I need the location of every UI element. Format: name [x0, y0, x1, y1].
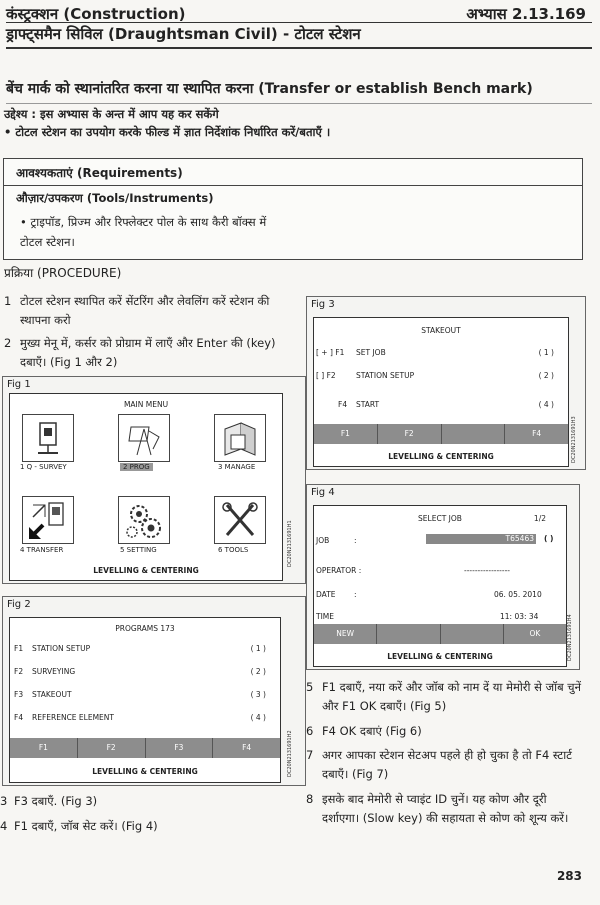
menu-key: [ + ] F1: [316, 348, 345, 357]
menu-key: F4: [14, 713, 24, 722]
menu-key: F3: [14, 690, 24, 699]
figure-caption: LEVELLING & CENTERING: [93, 566, 199, 575]
f3-key[interactable]: F3: [146, 738, 213, 758]
tools-item: • ट्राइपॉड, प्रिज्म और रिफ्लेक्टर पोल के साथ कैरी बॉक्स में टोटल स्टेशन।: [20, 215, 267, 249]
requirements-divider: [4, 185, 582, 186]
figure-code: DC20N2131691H4: [567, 614, 573, 661]
icon-label-selected: 2 PROG: [120, 463, 153, 471]
step-text: F4 OK दबाएं (Fig 6): [322, 724, 422, 738]
figure-caption: LEVELLING & CENTERING: [388, 452, 494, 461]
programs-screen: [9, 617, 281, 783]
figure-caption: LEVELLING & CENTERING: [92, 767, 198, 776]
menu-index: ( 3 ): [250, 690, 266, 699]
menu-item[interactable]: SURVEYING: [32, 667, 76, 676]
exercise-number: अभ्यास 2.13.169: [466, 5, 586, 23]
exercise-title: बेंच मार्क को स्थानांतरित करना या स्थापित करना (Transfer or establish Bench mark): [6, 81, 533, 97]
step-text: अगर आपका स्टेशन सेटअप पहले ही हो चुका है तो F4 स्टार्ट दबाएँ। (Fig 7): [322, 748, 572, 781]
function-key-bar: [314, 624, 566, 644]
menu-item[interactable]: START: [356, 400, 380, 409]
step-number: 5: [306, 680, 314, 694]
survey-icon[interactable]: [22, 414, 74, 462]
step-number: 7: [306, 748, 314, 762]
f4-key[interactable]: F4: [505, 424, 568, 444]
menu-index: ( 1 ): [250, 644, 266, 653]
manage-icon[interactable]: [214, 414, 266, 462]
blank-key: [442, 424, 505, 444]
figure-caption: LEVELLING & CENTERING: [387, 652, 493, 661]
screen-title: PROGRAMS 173: [115, 624, 175, 633]
f4-key[interactable]: F4: [213, 738, 280, 758]
menu-key: F2: [14, 667, 24, 676]
screen-title: MAIN MENU: [123, 400, 169, 409]
field-separator: :: [354, 536, 357, 545]
header-rule: [6, 22, 592, 23]
icon-label: 6 TOOLS: [218, 546, 249, 554]
step-text: F3 दबाएँ. (Fig 3): [14, 794, 98, 808]
figure-label: Fig 4: [311, 487, 335, 498]
step-number: 4: [0, 819, 8, 833]
icon-label: 1 Q - SURVEY: [20, 463, 67, 471]
tools-heading: औज़ार/उपकरण (Tools/Instruments): [16, 191, 214, 205]
icon-label: 4 TRANSFER: [20, 546, 64, 554]
icon-label: 5 SETTING: [120, 546, 157, 554]
step-text: F1 दबाएँ, नया करें और जॉब को नाम दें या मेमोरी से जॉब चुनें और F1 OK दबाएँ। (Fig 5): [322, 680, 581, 713]
step-number: 2: [4, 336, 12, 350]
course-heading: ड्राफ्ट्समैन सिविल (Draughtsman Civil) - टोटल स्टेशन: [6, 25, 361, 43]
blank-key: [441, 624, 503, 644]
screen-title: STAKEOUT: [421, 326, 461, 335]
step-number: 6: [306, 724, 314, 738]
objectives-intro: उद्देश्य : इस अभ्यास के अन्त में आप यह कर सकेंगे: [4, 107, 219, 121]
program-icon[interactable]: [118, 414, 170, 462]
f1-key[interactable]: F1: [314, 424, 377, 444]
field-label: TIME: [316, 612, 335, 621]
field-label: DATE: [316, 590, 336, 599]
menu-index: ( 2 ): [250, 667, 266, 676]
step-text: मुख्य मेनू में, कर्सर को प्रोग्राम में लाएँ और Enter की (key) दबाएँ। (Fig 1 और 2): [20, 336, 276, 369]
title-rule: [6, 103, 592, 104]
figure-3: [306, 296, 586, 470]
figure-code: DC20N2131691H2: [287, 730, 293, 777]
icon-label: 3 MANAGE: [218, 463, 256, 471]
menu-item[interactable]: REFERENCE ELEMENT: [32, 713, 114, 722]
screen-title: SELECT JOB: [418, 514, 462, 523]
figure-1: [2, 376, 306, 584]
menu-item[interactable]: STATION SETUP: [356, 371, 415, 380]
step-number: 3: [0, 794, 8, 808]
menu-index: ( 4 ): [250, 713, 266, 722]
figure-4: [306, 484, 580, 670]
function-key-bar: [10, 738, 280, 758]
main-menu-screen: [9, 393, 283, 581]
step-text: इसके बाद मेमोरी से प्वाइंट ID चुनें। यह कोण और दूरी दर्शाएगा। (Slow key) की सहायता से कोण को शून्य करें।: [322, 792, 569, 825]
menu-index: ( 4 ): [538, 400, 554, 409]
menu-key: F4: [338, 400, 348, 409]
step-number: 8: [306, 792, 314, 806]
figure-code: DC20N2131691H3: [571, 416, 577, 463]
f1-key[interactable]: F1: [10, 738, 77, 758]
menu-item[interactable]: STATION SETUP: [32, 644, 91, 653]
tools-icon[interactable]: [214, 496, 266, 544]
requirements-heading: आवश्यकताएं (Requirements): [16, 166, 183, 180]
setting-icon[interactable]: [118, 496, 170, 544]
trade-heading: कंस्ट्रक्शन (Construction): [6, 5, 186, 23]
job-arrows[interactable]: ( ): [544, 534, 554, 543]
field-label: JOB: [316, 536, 330, 545]
procedure-heading: प्रक्रिया (PROCEDURE): [4, 266, 122, 280]
job-input[interactable]: T65463: [426, 534, 536, 544]
menu-index: ( 2 ): [538, 371, 554, 380]
menu-item[interactable]: SET JOB: [356, 348, 386, 357]
figure-label: Fig 3: [311, 299, 335, 310]
time-value: 11: 03: 34: [500, 612, 539, 621]
select-job-screen: [313, 505, 567, 667]
requirements-box: [3, 158, 583, 260]
date-value: 06. 05. 2010: [494, 590, 542, 599]
page-number: 283: [556, 869, 582, 883]
transfer-icon[interactable]: [22, 496, 74, 544]
figure-code: DC20N2131691H1: [287, 520, 293, 567]
operator-value[interactable]: -----------------: [464, 566, 511, 575]
blank-key: [377, 624, 439, 644]
step-number: 1: [4, 294, 12, 308]
step-text: F1 दबाएँ, जॉब सेट करें। (Fig 4): [14, 819, 158, 833]
objective-item: • टोटल स्टेशन का उपयोग करके फील्ड में ज्ञात निर्देशांक निर्धारित करें/बताएँ ।: [4, 125, 331, 139]
menu-key: [ ] F2: [316, 371, 336, 380]
menu-index: ( 1 ): [538, 348, 554, 357]
menu-key: F1: [14, 644, 24, 653]
stakeout-screen: [313, 317, 569, 467]
new-key[interactable]: NEW: [314, 624, 376, 644]
step-text: टोटल स्टेशन स्थापित करें सेंटरिंग और लेवलिंग करें स्टेशन की स्थापना करो: [20, 294, 270, 327]
f2-key[interactable]: F2: [78, 738, 145, 758]
field-separator: :: [354, 590, 357, 599]
function-key-bar: [314, 424, 568, 444]
menu-item[interactable]: STAKEOUT: [32, 690, 72, 699]
page-indicator: 1/2: [533, 514, 546, 523]
f2-key[interactable]: F2: [378, 424, 441, 444]
ok-key[interactable]: OK: [504, 624, 566, 644]
header-rule-thick: [6, 47, 592, 49]
field-label: OPERATOR :: [316, 566, 362, 575]
figure-2: [2, 596, 306, 786]
figure-label: Fig 1: [7, 379, 31, 390]
figure-label: Fig 2: [7, 599, 31, 610]
